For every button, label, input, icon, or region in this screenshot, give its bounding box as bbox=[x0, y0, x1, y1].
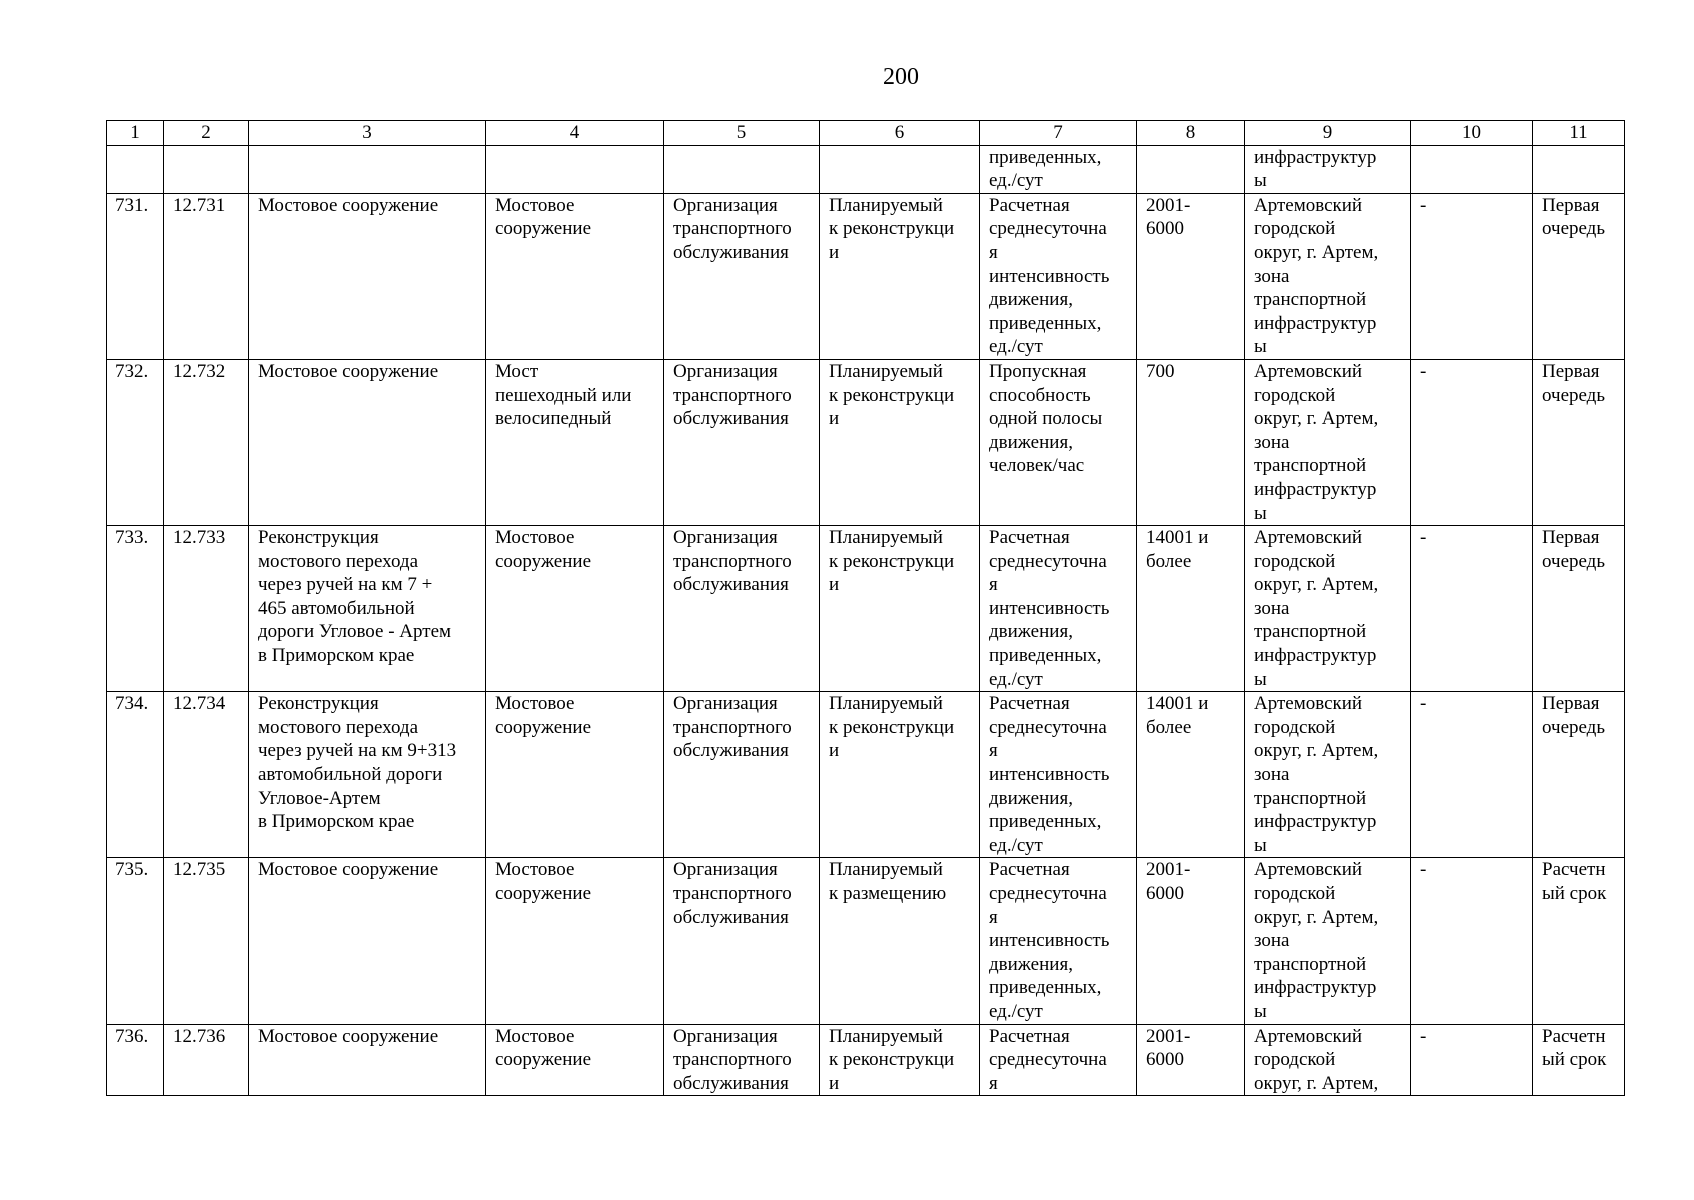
object-purpose: Организация транспортного обслуживания bbox=[664, 858, 820, 1024]
row-number: 732. bbox=[107, 359, 164, 525]
object-type: Мост пешеходный или велосипедный bbox=[486, 359, 664, 525]
object-type: Мостовое сооружение bbox=[486, 193, 664, 359]
object-status: Планируемый к реконструкци и bbox=[820, 526, 980, 692]
object-purpose: Организация транспортного обслуживания bbox=[664, 526, 820, 692]
table-cell bbox=[486, 145, 664, 193]
column-number: 1 bbox=[107, 121, 164, 146]
column-number: 3 bbox=[249, 121, 486, 146]
table-cell bbox=[107, 145, 164, 193]
location: Артемовский городской округ, г. Артем, зона транспортной инфраструктур ы bbox=[1245, 858, 1411, 1024]
object-type: Мостовое сооружение bbox=[486, 858, 664, 1024]
table-cell bbox=[249, 145, 486, 193]
object-name: Реконструкция мостового перехода через ручей на км 9+313 автомобильной дороги Угловое-Артем в Приморском крае bbox=[249, 692, 486, 858]
object-code: 12.731 bbox=[164, 193, 249, 359]
object-purpose: Организация транспортного обслуживания bbox=[664, 1024, 820, 1096]
column-number: 10 bbox=[1411, 121, 1533, 146]
page-number: 200 bbox=[883, 64, 919, 90]
characteristic-value: 14001 и более bbox=[1137, 692, 1245, 858]
zone-info: - bbox=[1411, 858, 1533, 1024]
location: Артемовский городской округ, г. Артем, зона транспортной инфраструктур ы bbox=[1245, 359, 1411, 525]
characteristic-name: Расчетная среднесуточна я интенсивность движения, приведенных, ед./сут bbox=[980, 692, 1137, 858]
implementation-stage: Первая очередь bbox=[1533, 359, 1625, 525]
object-purpose: Организация транспортного обслуживания bbox=[664, 359, 820, 525]
object-status: Планируемый к реконструкци и bbox=[820, 1024, 980, 1096]
characteristic-value: 2001- 6000 bbox=[1137, 858, 1245, 1024]
column-number: 11 bbox=[1533, 121, 1625, 146]
row-number: 731. bbox=[107, 193, 164, 359]
implementation-stage: Расчетн ый срок bbox=[1533, 858, 1625, 1024]
object-type: Мостовое сооружение bbox=[486, 692, 664, 858]
object-name: Мостовое сооружение bbox=[249, 359, 486, 525]
zone-info: - bbox=[1411, 193, 1533, 359]
characteristic-name: Расчетная среднесуточна я интенсивность движения, приведенных, ед./сут bbox=[980, 526, 1137, 692]
object-status: Планируемый к реконструкци и bbox=[820, 193, 980, 359]
object-code: 12.736 bbox=[164, 1024, 249, 1096]
table-row bbox=[107, 526, 1625, 692]
row-number: 733. bbox=[107, 526, 164, 692]
implementation-stage: Первая очередь bbox=[1533, 692, 1625, 858]
object-code: 12.735 bbox=[164, 858, 249, 1024]
zone-info: - bbox=[1411, 359, 1533, 525]
table-row bbox=[107, 858, 1625, 1024]
object-type: Мостовое сооружение bbox=[486, 526, 664, 692]
object-code: 12.732 bbox=[164, 359, 249, 525]
characteristic-name: Расчетная среднесуточна я bbox=[980, 1024, 1137, 1096]
table-cell bbox=[1137, 145, 1245, 193]
zone-info: - bbox=[1411, 1024, 1533, 1096]
table-cell: приведенных, ед./сут bbox=[980, 145, 1137, 193]
object-status: Планируемый к реконструкци и bbox=[820, 359, 980, 525]
continuation-row bbox=[107, 145, 1625, 193]
object-name: Мостовое сооружение bbox=[249, 193, 486, 359]
characteristic-value: 2001- 6000 bbox=[1137, 1024, 1245, 1096]
row-number: 734. bbox=[107, 692, 164, 858]
characteristic-value: 14001 и более bbox=[1137, 526, 1245, 692]
table-cell bbox=[820, 145, 980, 193]
object-status: Планируемый к размещению bbox=[820, 858, 980, 1024]
object-purpose: Организация транспортного обслуживания bbox=[664, 692, 820, 858]
table-cell: инфраструктур ы bbox=[1245, 145, 1411, 193]
object-name: Мостовое сооружение bbox=[249, 858, 486, 1024]
implementation-stage: Расчетн ый срок bbox=[1533, 1024, 1625, 1096]
table-row bbox=[107, 359, 1625, 525]
row-number: 735. bbox=[107, 858, 164, 1024]
row-number: 736. bbox=[107, 1024, 164, 1096]
characteristic-name: Пропускная способность одной полосы движения, человек/час bbox=[980, 359, 1137, 525]
table-row bbox=[107, 1024, 1625, 1096]
object-code: 12.733 bbox=[164, 526, 249, 692]
location: Артемовский городской округ, г. Артем, bbox=[1245, 1024, 1411, 1096]
characteristic-name: Расчетная среднесуточна я интенсивность движения, приведенных, ед./сут bbox=[980, 858, 1137, 1024]
implementation-stage: Первая очередь bbox=[1533, 526, 1625, 692]
object-status: Планируемый к реконструкци и bbox=[820, 692, 980, 858]
column-number: 9 bbox=[1245, 121, 1411, 146]
column-number: 2 bbox=[164, 121, 249, 146]
object-purpose: Организация транспортного обслуживания bbox=[664, 193, 820, 359]
location: Артемовский городской округ, г. Артем, зона транспортной инфраструктур ы bbox=[1245, 193, 1411, 359]
characteristic-value: 2001- 6000 bbox=[1137, 193, 1245, 359]
implementation-stage: Первая очередь bbox=[1533, 193, 1625, 359]
table-row bbox=[107, 692, 1625, 858]
table-cell bbox=[164, 145, 249, 193]
object-name: Реконструкция мостового перехода через ручей на км 7 + 465 автомобильной дороги Угловое - Артем в Приморском крае bbox=[249, 526, 486, 692]
characteristic-name: Расчетная среднесуточна я интенсивность движения, приведенных, ед./сут bbox=[980, 193, 1137, 359]
object-code: 12.734 bbox=[164, 692, 249, 858]
object-type: Мостовое сооружение bbox=[486, 1024, 664, 1096]
column-number-row bbox=[107, 121, 1625, 146]
column-number: 8 bbox=[1137, 121, 1245, 146]
object-name: Мостовое сооружение bbox=[249, 1024, 486, 1096]
location: Артемовский городской округ, г. Артем, зона транспортной инфраструктур ы bbox=[1245, 692, 1411, 858]
zone-info: - bbox=[1411, 692, 1533, 858]
column-number: 5 bbox=[664, 121, 820, 146]
column-number: 7 bbox=[980, 121, 1137, 146]
column-number: 6 bbox=[820, 121, 980, 146]
table-row bbox=[107, 193, 1625, 359]
location: Артемовский городской округ, г. Артем, зона транспортной инфраструктур ы bbox=[1245, 526, 1411, 692]
table-cell bbox=[1411, 145, 1533, 193]
data-table bbox=[106, 120, 1625, 1096]
table-cell bbox=[664, 145, 820, 193]
table-cell bbox=[1533, 145, 1625, 193]
column-number: 4 bbox=[486, 121, 664, 146]
characteristic-value: 700 bbox=[1137, 359, 1245, 525]
zone-info: - bbox=[1411, 526, 1533, 692]
